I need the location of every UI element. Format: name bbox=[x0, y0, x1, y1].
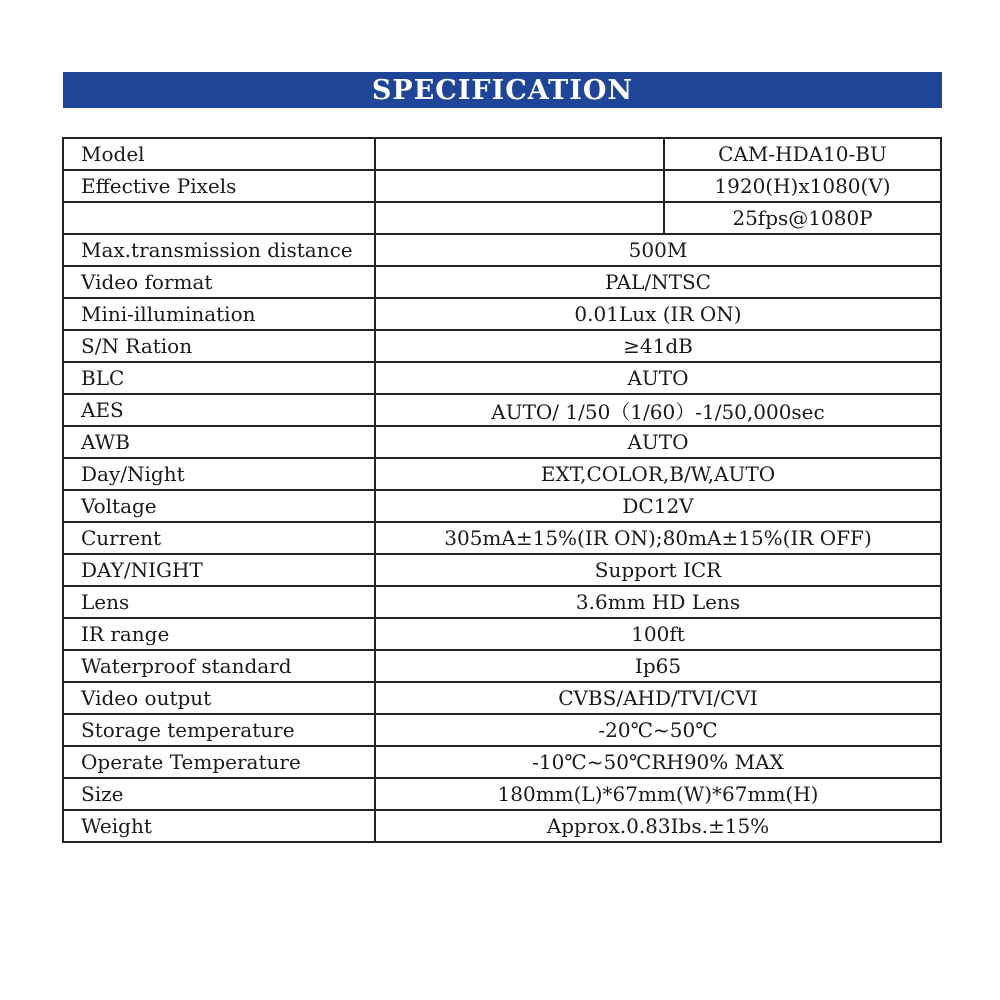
table-row bbox=[63, 298, 941, 330]
table-row bbox=[63, 394, 941, 426]
table-row bbox=[63, 170, 941, 202]
table-row bbox=[63, 266, 941, 298]
table-row bbox=[63, 458, 941, 490]
row-label: Model bbox=[63, 138, 375, 170]
table-row bbox=[63, 714, 941, 746]
table-row bbox=[63, 618, 941, 650]
row-label: AWB bbox=[63, 426, 375, 458]
row-label: Day/Night bbox=[63, 458, 375, 490]
row-label: AES bbox=[63, 394, 375, 426]
row-value: CVBS/AHD/TVI/CVI bbox=[375, 682, 941, 714]
table-row bbox=[63, 362, 941, 394]
spec-title-banner bbox=[63, 72, 942, 108]
row-label: Size bbox=[63, 778, 375, 810]
row-value: DC12V bbox=[375, 490, 941, 522]
row-value: ≥41dB bbox=[375, 330, 941, 362]
row-value: 0.01Lux (IR ON) bbox=[375, 298, 941, 330]
row-label: Lens bbox=[63, 586, 375, 618]
table-row bbox=[63, 778, 941, 810]
table-row bbox=[63, 586, 941, 618]
row-value: 100ft bbox=[375, 618, 941, 650]
row-label: Effective Pixels bbox=[63, 170, 375, 202]
row-value: 25fps@1080P bbox=[664, 202, 941, 234]
row-label: IR range bbox=[63, 618, 375, 650]
row-label: Weight bbox=[63, 810, 375, 842]
table-row bbox=[63, 554, 941, 586]
row-label: S/N Ration bbox=[63, 330, 375, 362]
table-row bbox=[63, 522, 941, 554]
table-row bbox=[63, 746, 941, 778]
table-row bbox=[63, 234, 941, 266]
row-value: AUTO bbox=[375, 426, 941, 458]
row-value: AUTO bbox=[375, 362, 941, 394]
empty-cell bbox=[375, 202, 664, 234]
row-label: DAY/NIGHT bbox=[63, 554, 375, 586]
empty-cell bbox=[375, 170, 664, 202]
row-value: EXT,COLOR,B/W,AUTO bbox=[375, 458, 941, 490]
row-label: Waterproof standard bbox=[63, 650, 375, 682]
spec-title: SPECIFICATION bbox=[371, 74, 634, 106]
table-row bbox=[63, 650, 941, 682]
row-label: Mini-illumination bbox=[63, 298, 375, 330]
row-label: Voltage bbox=[63, 490, 375, 522]
row-label: Max.transmission distance bbox=[63, 234, 375, 266]
row-value: Ip65 bbox=[375, 650, 941, 682]
row-value: -10℃~50℃RH90% MAX bbox=[375, 746, 941, 778]
row-value: 1920(H)x1080(V) bbox=[664, 170, 941, 202]
empty-cell bbox=[375, 138, 664, 170]
row-label bbox=[63, 202, 375, 234]
table-row bbox=[63, 426, 941, 458]
row-value: 3.6mm HD Lens bbox=[375, 586, 941, 618]
table-row bbox=[63, 202, 941, 234]
table-row bbox=[63, 490, 941, 522]
row-label: Video output bbox=[63, 682, 375, 714]
row-value: PAL/NTSC bbox=[375, 266, 941, 298]
table-row bbox=[63, 330, 941, 362]
row-value: Support ICR bbox=[375, 554, 941, 586]
spec-table bbox=[62, 137, 942, 843]
row-value: 305mA±15%(IR ON);80mA±15%(IR OFF) bbox=[375, 522, 941, 554]
row-value: Approx.0.83Ibs.±15% bbox=[375, 810, 941, 842]
row-label: Current bbox=[63, 522, 375, 554]
table-row bbox=[63, 682, 941, 714]
row-value: 500M bbox=[375, 234, 941, 266]
row-label: Operate Temperature bbox=[63, 746, 375, 778]
row-value: AUTO/ 1/50（1/60）-1/50,000sec bbox=[375, 394, 941, 426]
row-value: -20℃~50℃ bbox=[375, 714, 941, 746]
table-row bbox=[63, 138, 941, 170]
row-label: Video format bbox=[63, 266, 375, 298]
row-label: BLC bbox=[63, 362, 375, 394]
row-value: CAM-HDA10-BU bbox=[664, 138, 941, 170]
row-label: Storage temperature bbox=[63, 714, 375, 746]
table-row bbox=[63, 810, 941, 842]
row-value: 180mm(L)*67mm(W)*67mm(H) bbox=[375, 778, 941, 810]
